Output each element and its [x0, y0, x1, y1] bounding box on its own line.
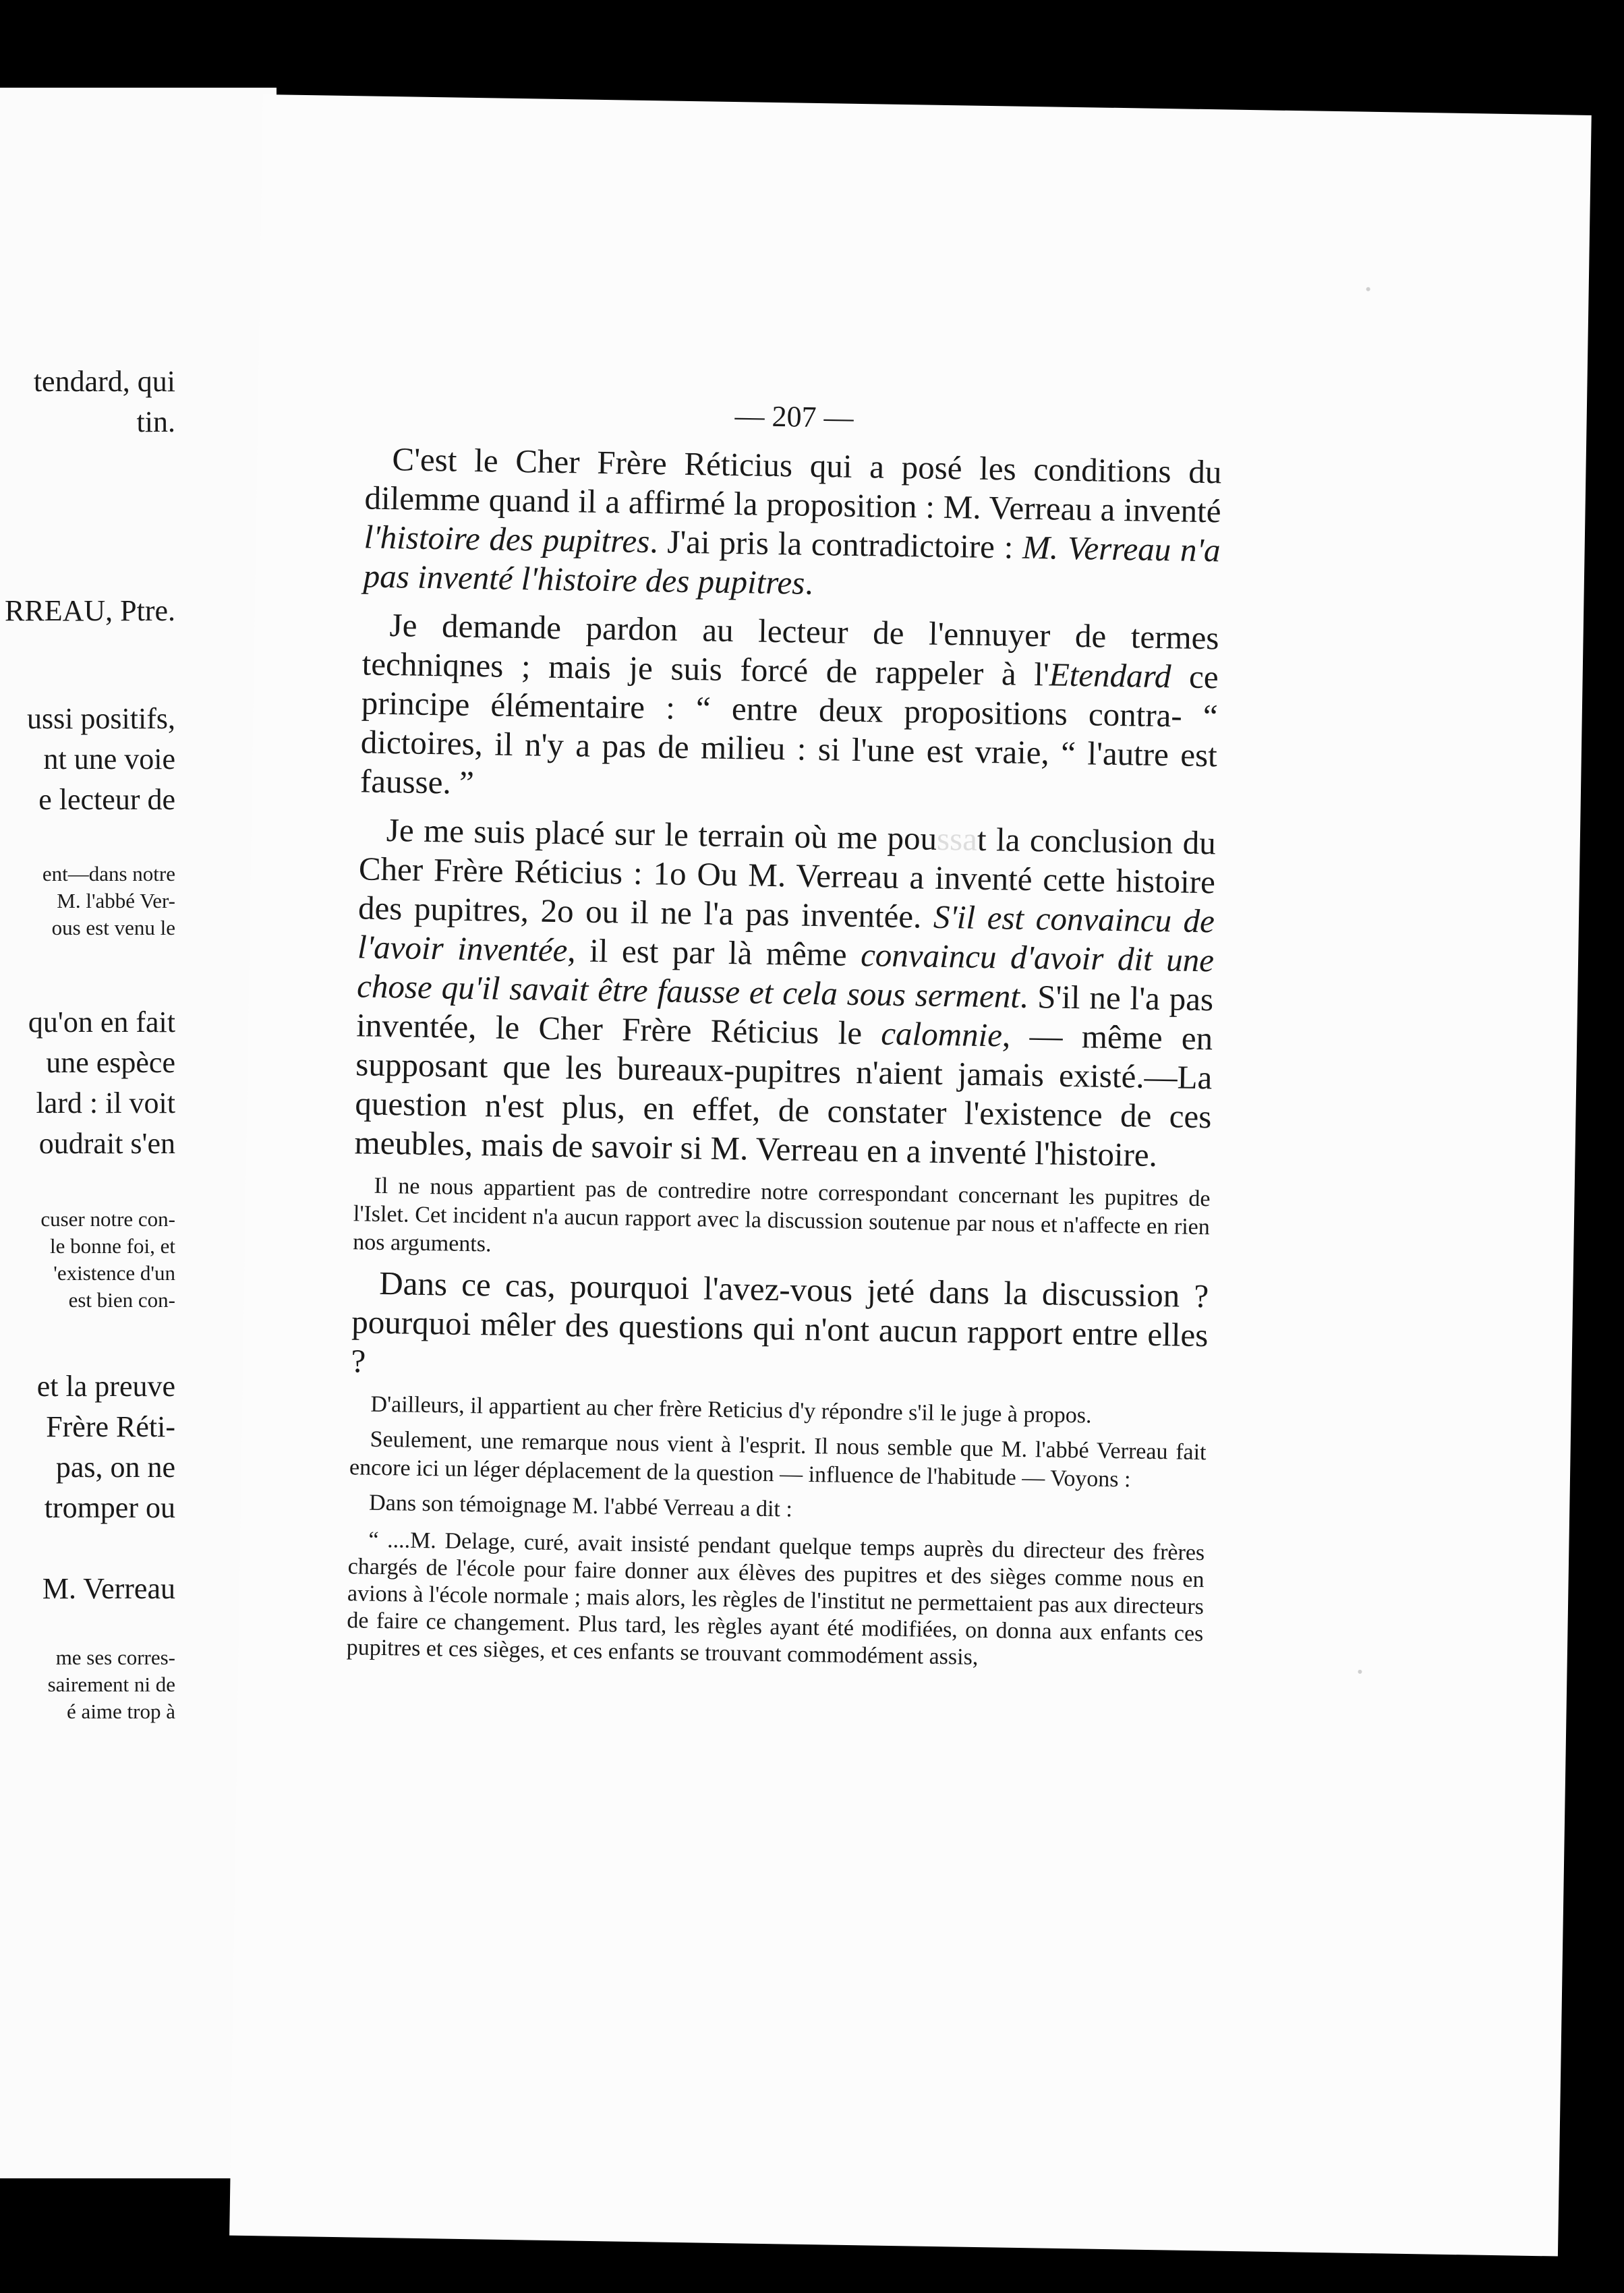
- left-page-line: le bonne foi, et: [50, 1234, 175, 1258]
- paragraph-1: [363, 439, 1221, 609]
- italic-run: S'il est convaincu de l'avoir inventée: [357, 898, 1215, 969]
- editor-note-2: D'ailleurs, il appartient au cher frère Reticius d'y répondre s'il le juge à propos.: [370, 1391, 1092, 1428]
- left-page-line: M. l'abbé Ver-: [57, 889, 175, 912]
- left-page-line: é aime trop à: [67, 1700, 175, 1723]
- left-page-line: e lecteur de: [38, 783, 175, 816]
- italic-run: calomnie: [880, 1014, 1003, 1054]
- scan-speck: [1358, 1670, 1362, 1674]
- text-run: Je me suis placé sur le terrain où me pou: [386, 811, 937, 857]
- left-page-line: ent—dans notre: [42, 862, 175, 886]
- faded-text-run: ssa: [936, 819, 978, 858]
- left-page-line: cuser notre con-: [40, 1207, 175, 1231]
- scan-speck: [1366, 287, 1370, 291]
- page-number: — 207 —: [734, 399, 854, 434]
- left-page-line: une espèce: [46, 1046, 175, 1079]
- testimony-quote: “ ....M. Delage, curé, avait insisté pendant quelque temps auprès du directeur des frères chargés de l'école pour faire donner aux élèves des pupitres et des sièges comme nous en avions à l'école normale ; mais alors, les règles de l'institut ne permettaient pas aux directeurs de faire ce changement. Plus tard, les règles ayant été modifiées, on donna aux enfants ces pupitres et ces sièges, et ces enfants se trouvant commodément assis,: [346, 1527, 1205, 1670]
- paragraph-2: [360, 605, 1219, 814]
- text-run: Je demande pardon au lecteur de l'ennuyer de termes techniqnes ; mais je suis forcé de rappeler à l': [361, 606, 1219, 693]
- text-run: ce principe élémentaire : “ entre deux propositions contra- “ dictoires, il n'y a pas de milieu : si l'une est vraie, “ l'autre est fausse. ”: [359, 658, 1219, 802]
- italic-run: l'histoire des pupitres: [364, 518, 650, 560]
- editor-note-4: Dans son témoignage M. l'abbé Verreau a dit :: [368, 1490, 793, 1522]
- italic-run: convaincu d'avoir dit une chose qu'il savait être fausse et cela sous serment: [356, 936, 1215, 1015]
- text-run: . J'ai pris la contradictoire :: [649, 523, 1023, 566]
- left-page-line: oudrait s'en: [38, 1127, 175, 1160]
- paragraph-4: Dans ce cas, pourquoi l'avez-vous jeté dans la discussion ? pourquoi mêler des questions qui n'ont aucun rapport entre elles ?: [351, 1264, 1209, 1380]
- left-page-line: ussi positifs,: [26, 702, 175, 735]
- text-run: t la conclusion du Cher Frère Réticius : 1o Ou M. Verreau a inventé cette histoire des pupitres, 2o ou il ne l'a pas inventée.: [357, 820, 1217, 935]
- italic-run: Etendard: [1049, 656, 1171, 695]
- text-run: , — même en supposant que les bureaux-pupitres n'aient jamais existé.—La question n'est plus, en effet, de constater l'existence de ces meubles, mais de savoir si M. Verreau en a inventé l'histoire.: [354, 1016, 1213, 1174]
- left-page-line: ous est venu le: [51, 916, 175, 939]
- left-page-line: lard : il voit: [36, 1086, 175, 1120]
- left-page-line: tin.: [136, 405, 175, 438]
- left-page-line: pas, on ne: [55, 1451, 175, 1484]
- left-page-line: est bien con-: [68, 1288, 175, 1312]
- right-page: [229, 94, 1592, 2257]
- text-run: . S'il ne l'a pas inventée, le Cher Frère Réticius le: [355, 977, 1214, 1052]
- italic-run: M. Verreau n'a pas inventé l'histoire des pupitres: [363, 528, 1221, 602]
- paragraph-3: [354, 810, 1216, 1175]
- left-page-line: M. Verreau: [42, 1572, 175, 1605]
- left-page-line: nt une voie: [43, 743, 175, 776]
- left-page-line: me ses corres-: [55, 1646, 175, 1669]
- left-page-line: 'existence d'un: [53, 1261, 175, 1285]
- text-run: C'est le Cher Frère Réticius qui a posé les conditions du dilemme quand il a affirmé la proposition : M. Verreau a inventé: [364, 440, 1222, 530]
- editor-note-3: Seulement, une remarque nous vient à l'esprit. Il nous semble que M. l'abbé Verreau fait encore ici un léger déplacement de la question — influence de l'habitude — Voyons :: [349, 1426, 1207, 1492]
- text-run: , il est par là même: [567, 931, 861, 974]
- page-body: [347, 393, 1223, 1675]
- text-run: .: [804, 564, 814, 602]
- left-page-line: RREAU, Ptre.: [5, 594, 175, 627]
- left-page-line: tromper ou: [44, 1491, 175, 1524]
- left-page-line: sairement ni de: [47, 1673, 175, 1696]
- left-page-line: qu'on en fait: [28, 1006, 175, 1039]
- left-page-line: Frère Réti-: [46, 1410, 175, 1443]
- left-page-line: tendard, qui: [33, 365, 175, 398]
- editor-note-1: Il ne nous appartient pas de contredire notre correspondant concernant les pupitres de l'Islet. Cet incident n'a aucun rapport avec la discussion soutenue par nous et n'affecte en rien nos arguments.: [352, 1173, 1211, 1257]
- left-page-line: et la preuve: [36, 1370, 175, 1403]
